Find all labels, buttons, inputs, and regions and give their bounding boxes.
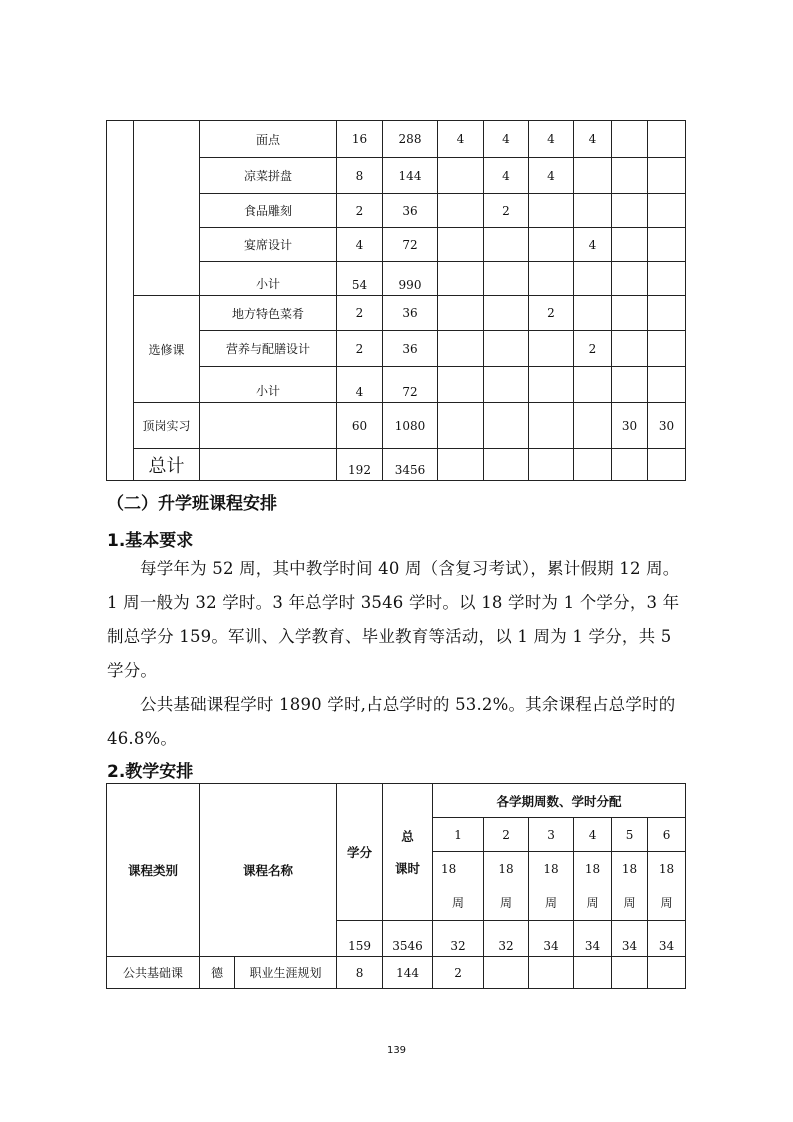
course-name-cell: 地方特色菜肴 [200, 296, 337, 331]
semester-1-cell [438, 296, 484, 331]
semester-6-cell [648, 158, 686, 194]
hours-cell: 3456 [383, 449, 438, 481]
paragraph-requirements: 每学年为 52 周，其中教学时间 40 周（含复习考试），累计假期 12 周。1 周一般为 32 学时。3 年总学时 3546 学时。以 18 学时为 1 个学分，3 年制总学分 159。军训、入学教育、毕业教育等活动，以 1 周为 1 学分，共 5 学分。 [107, 559, 680, 680]
semester-weeks: 18 周 [433, 852, 484, 921]
semester-weeks: 18 周 [484, 852, 529, 921]
semester-number: 2 [484, 818, 529, 852]
category-cell: 选修课 [134, 296, 200, 403]
credits-cell: 4 [337, 367, 383, 403]
total-credits: 159 [337, 921, 383, 957]
teaching-schedule-table [106, 783, 686, 989]
semester-5-cell [612, 449, 648, 481]
semester-weeks: 18 周 [612, 852, 648, 921]
credits-cell: 8 [337, 158, 383, 194]
table-row [107, 296, 686, 331]
semester-3-cell: 4 [529, 121, 574, 158]
semester-2-cell: 4 [484, 158, 529, 194]
weekly-hours: 34 [612, 921, 648, 957]
hours-cell: 72 [383, 228, 438, 262]
credits-cell: 60 [337, 403, 383, 449]
course-name-cell: 职业生涯规划 [235, 957, 337, 989]
semester-3-cell: 2 [529, 296, 574, 331]
semester-6-cell [648, 367, 686, 403]
semester-1-cell [438, 158, 484, 194]
course-name-cell: 小计 [200, 262, 337, 296]
semester-2-cell: 2 [484, 194, 529, 228]
semester-3-cell: 4 [529, 158, 574, 194]
total-hours: 3546 [383, 921, 433, 957]
semester-3-cell [529, 449, 574, 481]
credits-cell: 2 [337, 296, 383, 331]
hours-cell: 1080 [383, 403, 438, 449]
category-cell: 公共基础课 [107, 957, 200, 989]
semester-number: 1 [433, 818, 484, 852]
semester-2-cell: 4 [484, 121, 529, 158]
hours-cell: 36 [383, 194, 438, 228]
header-credits: 学分 [337, 784, 383, 921]
credits-cell: 8 [337, 957, 383, 989]
semester-2-cell [484, 367, 529, 403]
table-row [107, 449, 686, 481]
semester-6-cell [648, 194, 686, 228]
course-name-cell: 小计 [200, 367, 337, 403]
hours-cell: 36 [383, 331, 438, 367]
course-name-cell: 营养与配膳设计 [200, 331, 337, 367]
semester-number: 3 [529, 818, 574, 852]
semester-6-cell [648, 957, 686, 989]
semester-5-cell [612, 296, 648, 331]
semester-6-cell: 30 [648, 403, 686, 449]
semester-2-cell [484, 449, 529, 481]
credits-cell: 2 [337, 331, 383, 367]
hours-cell: 288 [383, 121, 438, 158]
semester-2-cell [484, 331, 529, 367]
table-row [107, 403, 686, 449]
semester-6-cell [648, 121, 686, 158]
semester-4-cell [574, 194, 612, 228]
semester-3-cell [529, 331, 574, 367]
hours-cell: 36 [383, 296, 438, 331]
header-course-name: 课程名称 [200, 784, 337, 957]
semester-5-cell [612, 121, 648, 158]
semester-5-cell: 30 [612, 403, 648, 449]
course-name-cell: 面点 [200, 121, 337, 158]
semester-4-cell [574, 449, 612, 481]
semester-6-cell [648, 331, 686, 367]
semester-1-cell: 4 [438, 121, 484, 158]
course-name-cell: 凉菜拼盘 [200, 158, 337, 194]
semester-2-cell [484, 403, 529, 449]
semester-4-cell [574, 296, 612, 331]
semester-number: 4 [574, 818, 612, 852]
semester-4-cell [574, 367, 612, 403]
semester-3-cell [529, 228, 574, 262]
weekly-hours: 34 [574, 921, 612, 957]
weekly-hours: 34 [529, 921, 574, 957]
semester-4-cell: 4 [574, 121, 612, 158]
semester-4-cell [574, 158, 612, 194]
semester-4-cell [574, 403, 612, 449]
semester-weeks: 18 周 [529, 852, 574, 921]
semester-weeks: 18 周 [648, 852, 686, 921]
semester-number: 6 [648, 818, 686, 852]
course-name-cell: 宴席设计 [200, 228, 337, 262]
semester-5-cell [612, 262, 648, 296]
credits-cell: 4 [337, 228, 383, 262]
weekly-hours: 32 [433, 921, 484, 957]
weekly-hours: 34 [648, 921, 686, 957]
semester-1-cell [438, 403, 484, 449]
semester-3-cell [529, 367, 574, 403]
semester-1-cell [438, 367, 484, 403]
credits-cell: 192 [337, 449, 383, 481]
category-cell [134, 121, 200, 296]
curriculum-table-continued [106, 120, 686, 481]
semester-4-cell: 2 [574, 331, 612, 367]
semester-1-cell [438, 331, 484, 367]
semester-3-cell [529, 403, 574, 449]
subsection-basic-requirements: 1.基本要求 [107, 531, 194, 551]
credits-cell: 2 [337, 194, 383, 228]
semester-1-cell [438, 262, 484, 296]
semester-5-cell [612, 228, 648, 262]
semester-2-cell [484, 296, 529, 331]
table-row [107, 121, 686, 158]
header-category: 课程类别 [107, 784, 200, 957]
semester-1-cell: 2 [433, 957, 484, 989]
hours-cell: 72 [383, 367, 438, 403]
semester-1-cell [438, 228, 484, 262]
semester-3-cell [529, 194, 574, 228]
semester-6-cell [648, 262, 686, 296]
category-cell: 总计 [134, 449, 200, 481]
semester-5-cell [612, 957, 648, 989]
semester-4-cell: 4 [574, 228, 612, 262]
semester-2-cell [484, 228, 529, 262]
hours-cell: 144 [383, 158, 438, 194]
semester-5-cell [612, 158, 648, 194]
semester-2-cell [484, 262, 529, 296]
semester-5-cell [612, 331, 648, 367]
credits-cell: 16 [337, 121, 383, 158]
course-name-cell [200, 403, 337, 449]
course-name-cell [200, 449, 337, 481]
semester-5-cell [612, 367, 648, 403]
weekly-hours: 32 [484, 921, 529, 957]
semester-number: 5 [612, 818, 648, 852]
subcategory-cell: 德 [200, 957, 235, 989]
left-merged-cell [107, 121, 134, 481]
paragraph-hours-ratio: 公共基础课程学时 1890 学时,占总学时的 53.2%。其余课程占总学时的 46.8%。 [107, 695, 676, 748]
hours-cell: 990 [383, 262, 438, 296]
credits-cell: 54 [337, 262, 383, 296]
header-semesters: 各学期周数、学时分配 [433, 784, 686, 818]
section-heading: （二）升学班课程安排 [107, 494, 277, 514]
semester-6-cell [648, 296, 686, 331]
category-cell: 顶岗实习 [134, 403, 200, 449]
course-name-cell: 食品雕刻 [200, 194, 337, 228]
semester-4-cell [574, 957, 612, 989]
semester-3-cell [529, 262, 574, 296]
semester-6-cell [648, 449, 686, 481]
semester-1-cell [438, 449, 484, 481]
subsection-teaching-schedule: 2.教学安排 [107, 762, 194, 782]
hours-cell: 144 [383, 957, 433, 989]
semester-4-cell [574, 262, 612, 296]
semester-3-cell [529, 957, 574, 989]
header-total-hours: 总 课时 [383, 784, 433, 921]
semester-6-cell [648, 228, 686, 262]
semester-weeks: 18 周 [574, 852, 612, 921]
semester-1-cell [438, 194, 484, 228]
semester-2-cell [484, 957, 529, 989]
page-number: 139 [386, 1045, 407, 1056]
semester-5-cell [612, 194, 648, 228]
